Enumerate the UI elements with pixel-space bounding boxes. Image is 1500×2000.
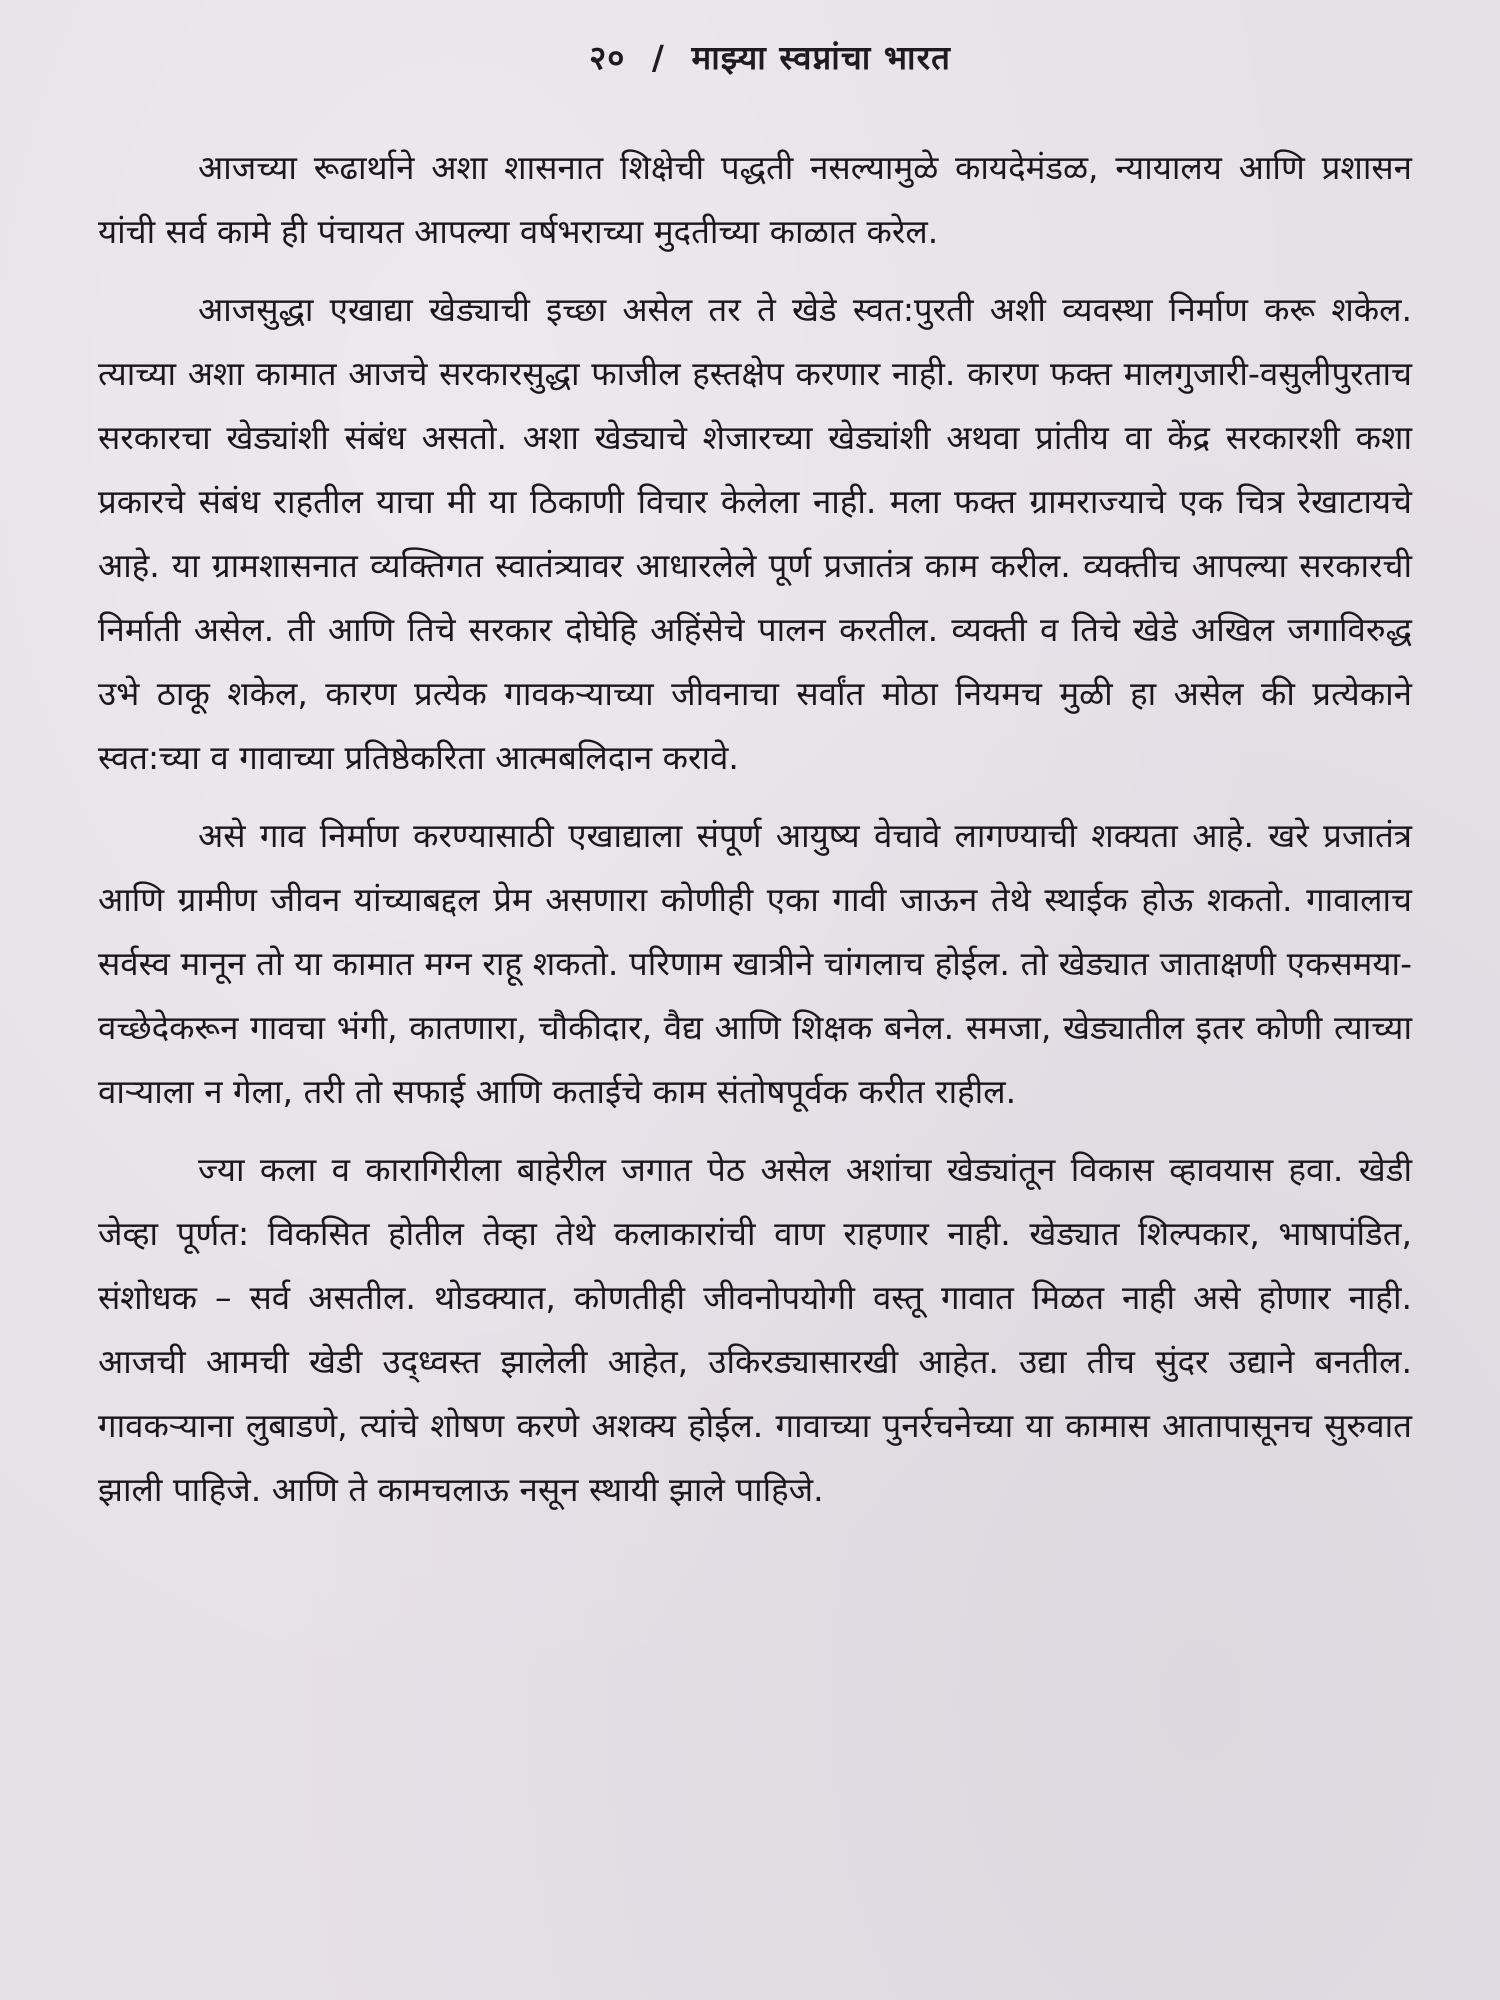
body-paragraph-3: असे गाव निर्माण करण्यासाठी एखाद्याला संपूर्ण आयुष्य वेचावे लागण्याची शक्यता आहे. खरे प्रजातंत्र आणि ग्रामीण जीवन यांच्याबद्दल प्रेम असणारा कोणीही एका गावी जाऊन तेथे स्थाईक होऊ शकतो. गावालाच सर्वस्व मानून तो या कामात मग्न राहू शकतो. परिणाम खात्रीने चांगलाच होईल. तो खेड्यात जाताक्षणी एकसमया-वच्छेदेकरून गावचा भंगी, कातणारा, चौकीदार, वैद्य आणि शिक्षक बनेल. समजा, खेड्यातील इतर कोणी त्याच्या वाऱ्याला न गेला, तरी तो सफाई आणि कताईचे काम संतोषपूर्वक करीत राहील.	[98, 816, 1412, 1111]
page-number: २०	[589, 38, 626, 77]
body-paragraph-4: ज्या कला व कारागिरीला बाहेरील जगात पेठ असेल अशांचा खेड्यांतून विकास व्हावयास हवा. खेडी जेव्हा पूर्णत: विकसित होतील तेव्हा तेथे कलाकारांची वाण राहणार नाही. खेड्यात शिल्पकार, भाषापंडित, संशोधक – सर्व असतील. थोडक्यात, कोणतीही जीवनोपयोगी वस्तू गावात मिळत नाही असे होणार नाही. आजची आमची खेडी उद्ध्वस्त झालेली आहेत, उकिरड्यासारखी आहेत. उद्या तीच सुंदर उद्याने बनतील. गावकऱ्याना लुबाडणे, त्यांचे शोषण करणे अशक्य होईल. गावाच्या पुनर्रचनेच्या या कामास आतापासूनच सुरुवात झाली पाहिजे. आणि ते कामचलाऊ नसून स्थायी झाले पाहिजे.	[98, 1150, 1412, 1509]
page-header	[98, 36, 1412, 80]
body-paragraph-2: आजसुद्धा एखाद्या खेड्याची इच्छा असेल तर ते खेडे स्वत:पुरती अशी व्यवस्था निर्माण करू शकेल. त्याच्या अशा कामात आजचे सरकारसुद्धा फाजील हस्तक्षेप करणार नाही. कारण फक्त मालगुजारी-वसुलीपुरताच सरकारचा खेड्यांशी संबंध असतो. अशा खेड्याचे शेजारच्या खेड्यांशी अथवा प्रांतीय वा केंद्र सरकारशी कशा प्रकारचे संबंध राहतील याचा मी या ठिकाणी विचार केलेला नाही. मला फक्त ग्रामराज्याचे एक चित्र रेखाटायचे आहे. या ग्रामशासनात व्यक्तिगत स्वातंत्र्यावर आधारलेले पूर्ण प्रजातंत्र काम करील. व्यक्तीच आपल्या सरकारची निर्माती असेल. ती आणि तिचे सरकार दोघेहि अहिंसेचे पालन करतील. व्यक्ती व तिचे खेडे अखिल जगाविरुद्ध उभे ठाकू शकेल, कारण प्रत्येक गावकऱ्याच्या जीवनाचा सर्वांत मोठा नियमच मुळी हा असेल की प्रत्येकाने स्वत:च्या व गावाच्या प्रतिष्ठेकरिता आत्मबलिदान करावे.	[98, 290, 1412, 777]
body-paragraph-1: आजच्या रूढार्थाने अशा शासनात शिक्षेची पद्धती नसल्यामुळे कायदेमंडळ, न्यायालय आणि प्रशासन यांची सर्व कामे ही पंचायत आपल्या वर्षभराच्या मुदतीच्या काळात करेल.	[98, 148, 1412, 251]
header-separator: /	[651, 38, 665, 77]
book-title: माझ्या स्वप्नांचा भारत	[691, 38, 951, 77]
